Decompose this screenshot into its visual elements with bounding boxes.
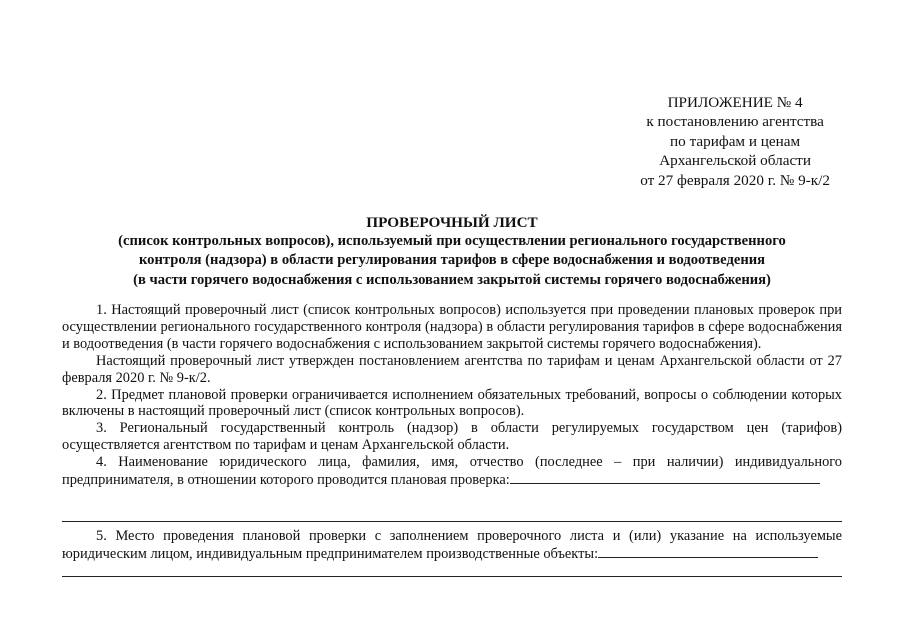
paragraph-1: 1. Настоящий проверочный лист (список контрольных вопросов) используется при проведении плановых проверок при осуществлении регионального государственного контроля (надзора) в области регулирования тарифов в сфере водоснабжения и водоотведения (в части горячего водоснабжения с использованием закрытой системы горячего водоснабжения). xyxy=(62,302,842,352)
fill-line-entity xyxy=(510,471,820,484)
paragraph-5-text: 5. Место проведения плановой проверки с заполнением проверочного листа и (или) указание на используемые юридическим лицом, индивидуальным предпринимателем производственные объекты: xyxy=(62,528,842,562)
annex-ref-line: по тарифам и ценам xyxy=(670,132,801,150)
annex-number: ПРИЛОЖЕНИЕ № 4 xyxy=(667,94,803,111)
paragraph-2: 2. Предмет плановой проверки ограничивается исполнением обязательных требований, вопросы о соблюдении которых включены в настоящий проверочный лист (список контрольных вопросов). xyxy=(62,386,842,420)
document-title xyxy=(62,213,842,290)
annex-date: от 27 февраля 2020 г. № 9-к/2 xyxy=(640,171,830,189)
title-subtitle-line: (список контрольных вопросов), используемый при осуществлении регионального государственного xyxy=(118,233,786,250)
annex-ref-line: к постановлению агентства xyxy=(646,113,824,131)
document-body xyxy=(62,302,842,489)
paragraph-5 xyxy=(62,528,842,563)
fill-line-entity-continued xyxy=(62,521,842,522)
title-subtitle-line: контроля (надзора) в области регулирования тарифов в сфере водоснабжения и водоотведения xyxy=(138,252,766,269)
title-subtitle-line: (в части горячего водоснабжения с использованием закрытой системы горячего водоснабжения) xyxy=(133,271,771,288)
paragraph-3: 3. Региональный государственный контроль (надзор) в области регулируемых государством цен (тарифов) осуществляется агентством по тарифам и ценам Архангельской области. xyxy=(62,420,842,454)
paragraph-4-text: 4. Наименование юридического лица, фамилия, имя, отчество (последнее – при наличии) индивидуального предпринимателя, в отношении которого проводится плановая проверка: xyxy=(62,454,842,489)
document-body-continued xyxy=(62,528,842,563)
fill-line-location xyxy=(598,545,818,558)
annex-header xyxy=(640,93,830,190)
paragraph-4 xyxy=(62,454,842,489)
fill-line-location-continued xyxy=(62,576,842,577)
annex-ref-line: Архангельской области xyxy=(659,152,811,170)
title-main: ПРОВЕРОЧНЫЙ ЛИСТ xyxy=(366,214,538,231)
paragraph-approval: Настоящий проверочный лист утвержден постановлением агентства по тарифам и ценам Архангельской области от 27 февраля 2020 г. № 9-к/2. xyxy=(62,352,842,386)
